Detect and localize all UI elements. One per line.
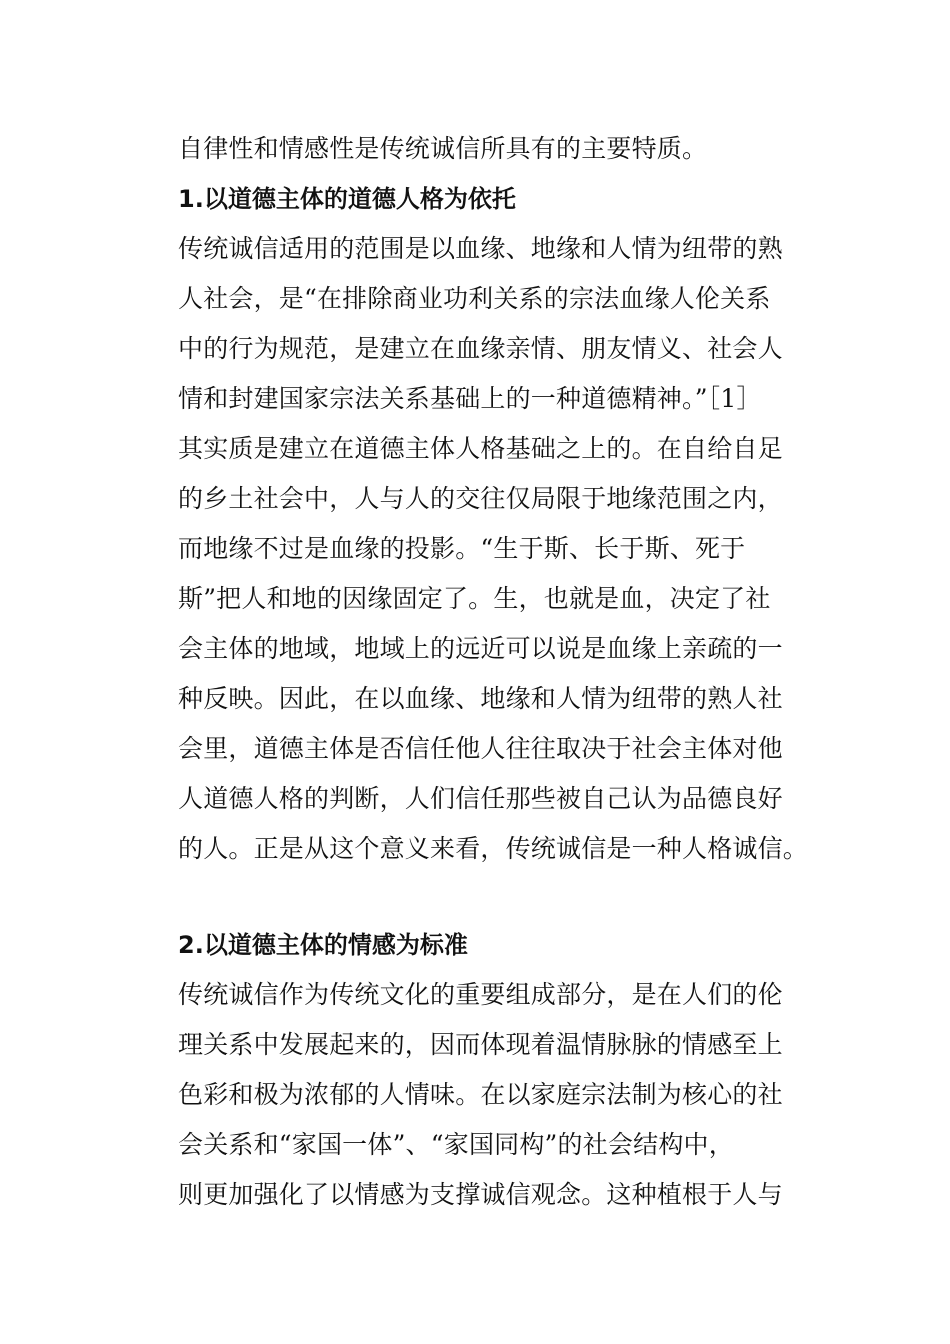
paragraph-line: 理关系中发展起来的，因而体现着温情脉脉的情感至上 (178, 1030, 783, 1059)
paragraph-line: 则更加强化了以情感为支撑诚信观念。这种植根于人与 (178, 1180, 783, 1209)
paragraph-line: 会关系和“家国一体”、“家国同构”的社会结构中， (178, 1130, 734, 1159)
section-spacer (178, 874, 818, 920)
paragraph-line: 情和封建国家宗法关系基础上的一种道德精神。”［1］ (178, 384, 762, 413)
paragraph-line: 人道德人格的判断，人们信任那些被自己认为品德良好 (178, 784, 783, 813)
paragraph-line: 种反映。因此，在以血缘、地缘和人情为纽带的熟人社 (178, 684, 783, 713)
paragraph-line: 其实质是建立在道德主体人格基础之上的。在自给自足 (178, 434, 783, 463)
section-1-paragraph (178, 224, 818, 874)
paragraph-line: 色彩和极为浓郁的人情味。在以家庭宗法制为核心的社 (178, 1080, 783, 1109)
paragraph-line: 而地缘不过是血缘的投影。“生于斯、长于斯、死于 (178, 534, 746, 563)
paragraph-line: 会里，道德主体是否信任他人往往取决于社会主体对他 (178, 734, 783, 763)
paragraph-line: 的人。正是从这个意义来看，传统诚信是一种人格诚信。 (178, 834, 809, 863)
section-1-heading: 1.以道德主体的道德人格为依托 (178, 185, 516, 213)
paragraph-line: 的乡土社会中，人与人的交往仅局限于地缘范围之内， (178, 484, 783, 513)
section-2-paragraph (178, 970, 818, 1220)
paragraph-line: 传统诚信适用的范围是以血缘、地缘和人情为纽带的熟 (178, 234, 783, 263)
paragraph-line: 人社会，是“在排除商业功利关系的宗法血缘人伦关系 (178, 284, 771, 313)
document-body (178, 124, 818, 1220)
intro-line: 自律性和情感性是传统诚信所具有的主要特质。 (178, 134, 708, 163)
paragraph-line: 传统诚信作为传统文化的重要组成部分，是在人们的伦 (178, 980, 783, 1009)
section-2-heading: 2.以道德主体的情感为标准 (178, 931, 468, 959)
paragraph-line: 中的行为规范，是建立在血缘亲情、朋友情义、社会人 (178, 334, 783, 363)
paragraph-line: 斯”把人和地的因缘固定了。生，也就是血，决定了社 (178, 584, 771, 613)
paragraph-line: 会主体的地域，地域上的远近可以说是血缘上亲疏的一 (178, 634, 783, 663)
